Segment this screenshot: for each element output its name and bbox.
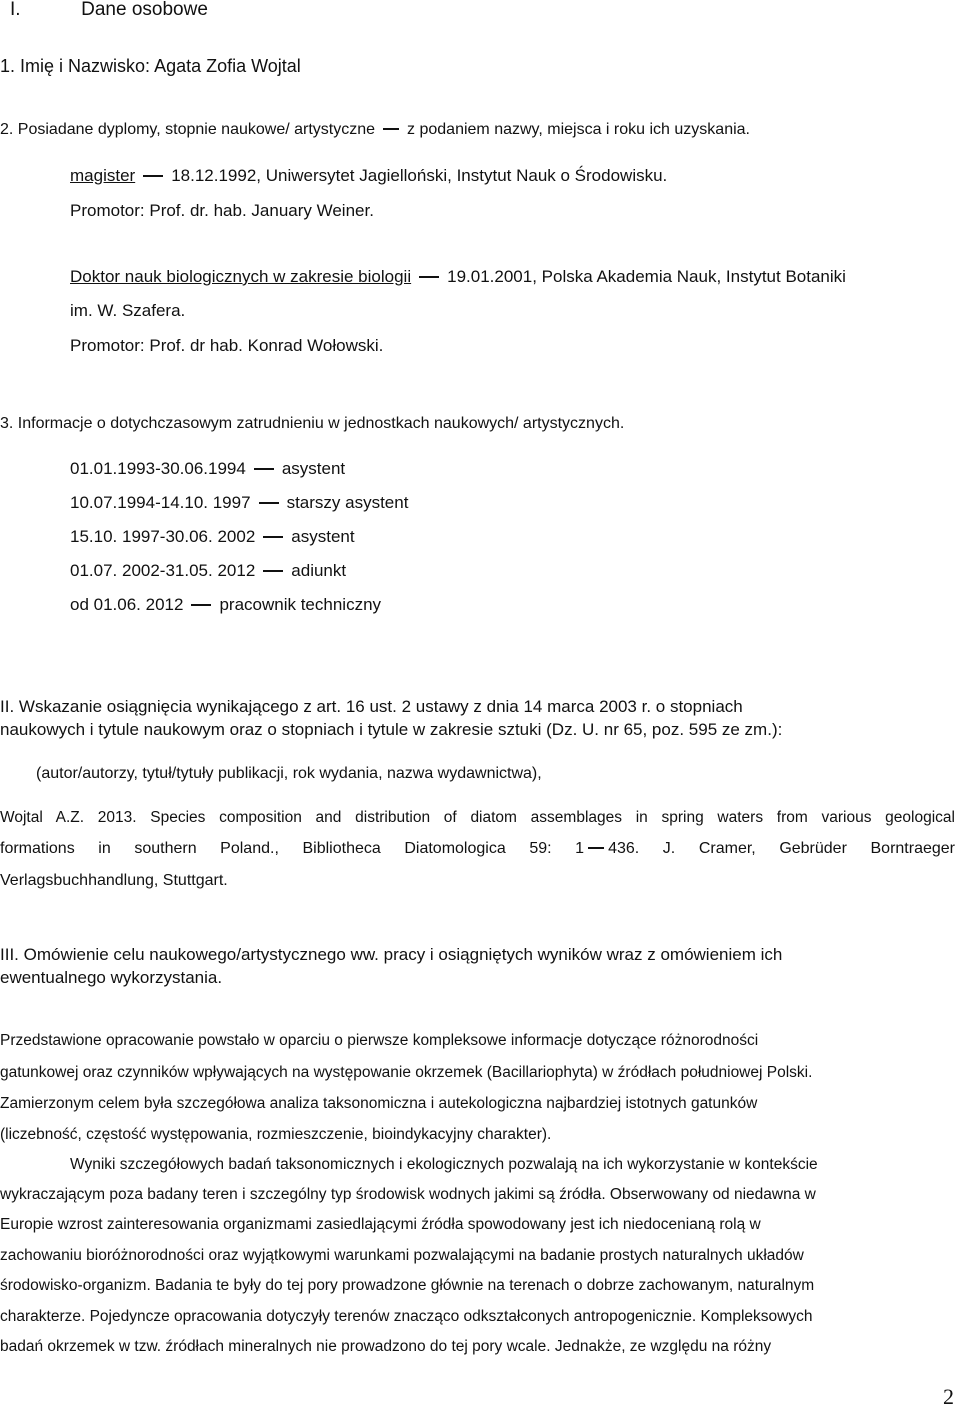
job-entry [70,561,346,581]
dash [263,570,283,572]
paragraph-2-line: Europie wzrost zainteresowania organizmami zasiedlającymi źródła spowodowany jest ich niedocenianą rolą w [0,1216,761,1233]
reference-line-3: Verlagsbuchhandlung, Stuttgart. [0,872,228,889]
reference-line-1: Wojtal A.Z. 2013. Species composition and distribution of diatom assemblages in spring waters from various geological [0,809,955,826]
job-period: 10.07.1994-14.10. 1997 [70,493,251,512]
paragraph-1-line: Zamierzonym celem była szczegółowa analiza taksonomiczna i autekologiczna najbardziej istotnych gatunków [0,1095,758,1112]
job-position: starszy asystent [286,493,409,512]
dash [259,502,279,504]
section-ii-note: (autor/autorzy, tytuł/tytuły publikacji, rok wydania, nazwa wydawnictwa), [36,765,542,782]
job-period: 15.10. 1997-30.06. 2002 [70,527,256,546]
job-position: adiunkt [291,561,347,580]
page-number: 2 [943,1384,954,1409]
job-position: asystent [291,527,355,546]
doktor-text: 19.01.2001, Polska Akademia Nauk, Instytut Botaniki [447,267,846,286]
dash [143,175,163,177]
item-2-heading-pre: 2. Posiadane dyplomy, stopnie naukowe/ artystyczne [0,121,376,138]
job-period: od 01.06. 2012 [70,595,184,614]
section-iii-line-1: III. Omówienie celu naukowego/artystycznego ww. pracy i osiągniętych wyników wraz z omówieniem ich [0,945,783,964]
magister-label: magister [70,166,136,185]
paragraph-2-line: badań okrzemek w tzw. źródłach mineralnych nie prowadzono do tej pory wcale. Jednakże, ze względu na różny [0,1338,772,1355]
job-entry [70,493,408,513]
reference-line-2 [0,839,955,859]
magister-text: 18.12.1992, Uniwersytet Jagielloński, Instytut Nauk o Środowisku. [171,166,668,185]
magister-promotor: Promotor: Prof. dr. hab. January Weiner. [70,201,374,220]
dash [263,536,283,538]
paragraph-2-line: Wyniki szczegółowych badań taksonomicznych i ekologicznych pozwalają na ich wykorzystanie w kontekście [70,1156,818,1173]
paragraph-2-line: zachowaniu bioróżnorodności oraz wyjątkowymi warunkami pozwalającymi na badanie prostych naturalnych układów [0,1247,804,1264]
reference-line-2-post: 436. J. Cramer, Gebrüder Borntraeger [608,840,955,857]
section-ii-line-2: naukowych i tytule naukowym oraz o stopniach i tytule w zakresie sztuki (Dz. U. nr 65, poz. 595 ze zm.): [0,720,783,739]
dash [588,847,604,849]
job-entry [70,527,355,547]
item-3-heading: 3. Informacje o dotychczasowym zatrudnieniu w jednostkach naukowych/ artystycznych. [0,415,625,432]
paragraph-1-line: (liczebność, częstość występowania, rozmieszczenie, bioindykacyjny charakter). [0,1126,552,1143]
job-entry [70,459,345,479]
job-entry [70,595,381,615]
item-2-heading [0,120,750,140]
dash [383,128,399,130]
section-i-heading [10,0,208,20]
name-value: Agata Zofia Wojtal [154,56,301,76]
paragraph-2-line: środowisko-organizm. Badania te były do tej pory prowadzone głównie na terenach o dobrze zachowanym, naturalnym [0,1277,815,1294]
job-period: 01.01.1993-30.06.1994 [70,459,246,478]
paragraph-1-line: Przedstawione opracowanie powstało w oparciu o pierwsze kompleksowe informacje dotyczące różnorodności [0,1032,759,1049]
section-i-title: Dane osobowe [81,0,208,20]
reference-line-2-pre: formations in southern Poland., Bibliotheca Diatomologica 59: 1 [0,840,585,857]
doktor-promotor: Promotor: Prof. dr hab. Konrad Wołowski. [70,336,384,355]
doktor-text-cont: im. W. Szafera. [70,301,186,320]
job-period: 01.07. 2002-31.05. 2012 [70,561,256,580]
item-1-name [0,56,301,76]
section-i-number: I. [10,0,21,20]
job-position: pracownik techniczny [219,595,382,614]
doktor-line [70,267,846,287]
magister-line [70,166,667,186]
dash [254,468,274,470]
name-label: 1. Imię i Nazwisko: [0,56,151,76]
section-ii-line-1: II. Wskazanie osiągnięcia wynikającego z art. 16 ust. 2 ustawy z dnia 14 marca 2003 r. o stopniach [0,697,743,716]
paragraph-1-line: gatunkowej oraz czynników wpływających na występowanie okrzemek (Bacillariophyta) w źródłach południowej Polski. [0,1064,813,1081]
job-position: asystent [281,459,346,478]
dash [191,604,211,606]
paragraph-2-line: charakterze. Pojedyncze opracowania dotyczyły terenów znacząco odkształconych antropogenicznie. Kompleksowych [0,1308,813,1325]
item-2-heading-post: z podaniem nazwy, miejsca i roku ich uzyskania. [407,121,750,138]
paragraph-2-line: wykraczającym poza badany teren i szczególny typ środowisk wodnych jakimi są źródła. Obserwowany od niedawna w [0,1186,816,1203]
dash [419,276,439,278]
doktor-label: Doktor nauk biologicznych w zakresie biologii [70,267,412,286]
section-iii-line-2: ewentualnego wykorzystania. [0,968,223,987]
